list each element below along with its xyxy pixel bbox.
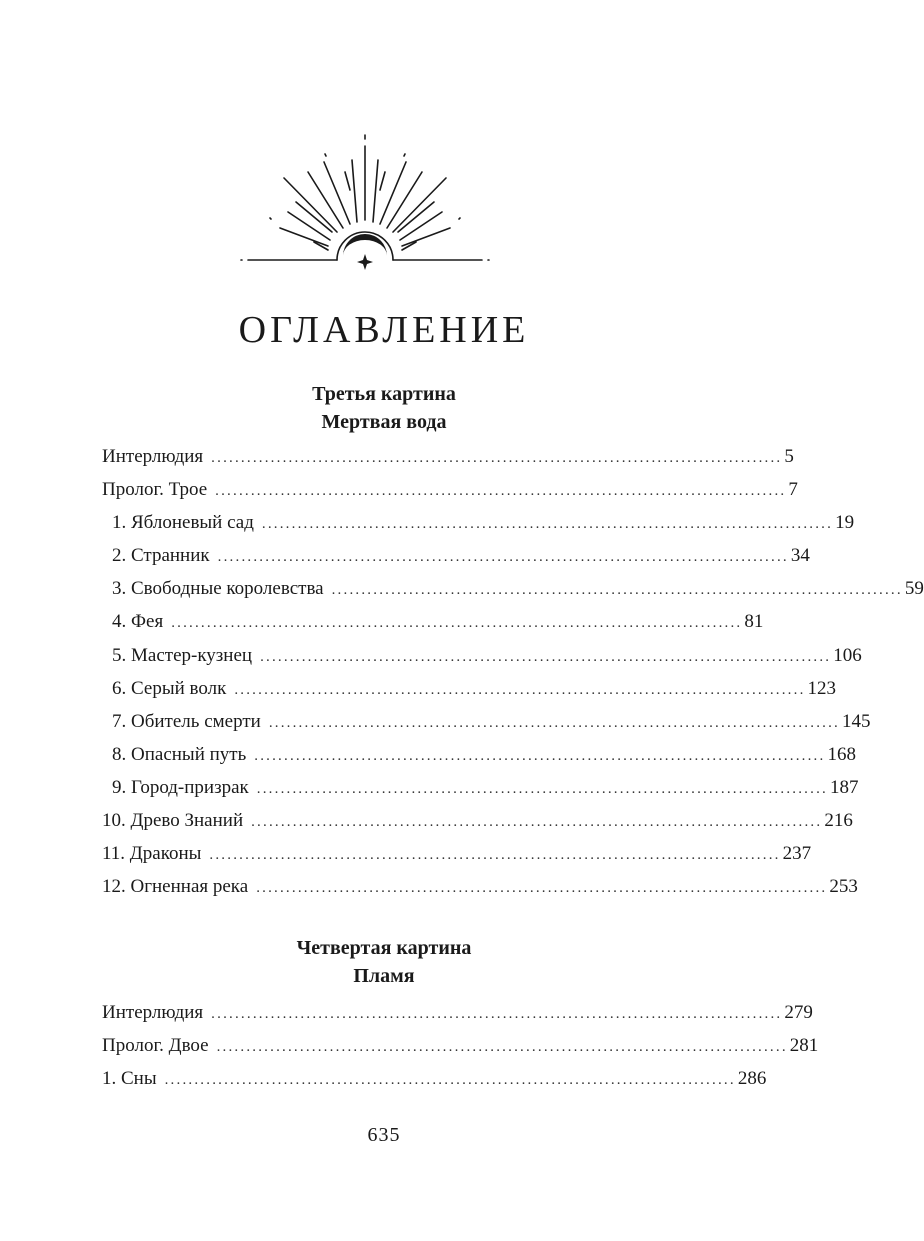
dot-leader: ................................................................................................: [254, 747, 826, 764]
entry-title: 12. Огненная река: [102, 876, 249, 898]
entry-page: 237: [782, 843, 812, 865]
page-number: 635: [367, 1124, 401, 1146]
entry-title: 5. Мастер-кузнец: [112, 644, 253, 666]
entry-page: 216: [824, 810, 853, 832]
entry-page: 168: [827, 743, 856, 765]
toc-entry[interactable]: [102, 743, 856, 777]
dot-leader: ................................................................................................: [215, 483, 787, 500]
entry-title: 10. Древо Знаний: [102, 810, 244, 832]
toc-list: [102, 446, 924, 909]
toc-entry[interactable]: [102, 776, 859, 810]
toc-entry[interactable]: [102, 545, 810, 578]
entry-page: 123: [807, 677, 837, 699]
entry-title: 3. Свободные королевства: [112, 578, 324, 600]
dot-leader: ................................................................................................: [217, 549, 789, 566]
dot-leader: ................................................................................................: [171, 615, 743, 632]
toc-entry[interactable]: [102, 611, 764, 644]
entry-page: 81: [744, 611, 764, 633]
toc-entry[interactable]: [102, 876, 858, 909]
toc-entry[interactable]: [102, 446, 794, 479]
toc-entry[interactable]: [102, 810, 853, 843]
toc-entry[interactable]: [102, 1002, 813, 1035]
entry-title: Интерлюдия: [102, 1002, 204, 1023]
part-title-line: Четвертая картина: [296, 937, 472, 959]
entry-title: 1. Сны: [102, 1068, 157, 1090]
entry-title: 9. Город-призрак: [112, 776, 249, 798]
part-subtitle-line: Мертвая вода: [321, 411, 447, 433]
entry-title: 8. Опасный путь: [112, 743, 247, 765]
entry-page: 286: [737, 1068, 767, 1090]
entry-title: Интерлюдия: [102, 446, 204, 467]
entry-title: 2. Странник: [112, 545, 210, 567]
part-title: [0, 934, 768, 990]
toc-entry[interactable]: [102, 677, 837, 711]
dot-leader: ................................................................................................: [261, 516, 834, 533]
toc-list: [102, 1002, 819, 1101]
dot-leader: ................................................................................................: [211, 1006, 783, 1022]
dot-leader: ................................................................................................: [260, 648, 832, 665]
entry-page: 5: [784, 446, 794, 467]
dot-leader: ................................................................................................: [211, 450, 783, 466]
entry-page: 106: [833, 644, 862, 666]
toc-entry[interactable]: [102, 479, 798, 512]
entry-title: Пролог. Трое: [102, 479, 208, 501]
dot-leader: ................................................................................................: [234, 681, 806, 698]
entry-page: 59: [904, 578, 924, 600]
dot-leader: ................................................................................................: [164, 1072, 736, 1089]
entry-page: 281: [789, 1035, 819, 1057]
toc-heading: ОГЛАВЛЕНИЕ: [238, 309, 530, 351]
entry-page: 7: [788, 479, 798, 501]
entry-page: 253: [829, 876, 858, 898]
entry-title: Пролог. Двое: [102, 1035, 209, 1057]
entry-page: 187: [829, 776, 859, 798]
entry-title: 11. Драконы: [102, 843, 202, 865]
entry-title: 6. Серый волк: [112, 677, 227, 699]
entry-title: 1. Яблоневый сад: [112, 512, 254, 534]
toc-entry[interactable]: [102, 843, 812, 876]
entry-title: 4. Фея: [112, 611, 164, 633]
entry-page: 19: [835, 512, 855, 534]
toc-entry[interactable]: [102, 644, 862, 678]
part-title: [0, 380, 768, 436]
toc-entry[interactable]: [102, 578, 924, 611]
dot-leader: ................................................................................................: [216, 1039, 788, 1056]
dot-leader: ................................................................................................: [256, 780, 828, 797]
dot-leader: ................................................................................................: [331, 582, 903, 599]
toc-entry[interactable]: [102, 710, 871, 744]
toc-entry[interactable]: [102, 1035, 819, 1068]
toc-entry[interactable]: [102, 512, 855, 545]
dot-leader: ................................................................................................: [268, 714, 841, 731]
entry-page: 279: [784, 1002, 813, 1023]
part-title-line: Третья картина: [312, 383, 456, 405]
entry-title: 7. Обитель смерти: [112, 710, 261, 732]
dot-leader: ................................................................................................: [251, 814, 823, 831]
dot-leader: ................................................................................................: [256, 880, 828, 897]
dot-leader: ................................................................................................: [209, 847, 781, 864]
entry-page: 145: [842, 710, 871, 732]
toc-entry[interactable]: [102, 1068, 767, 1101]
entry-page: 34: [790, 545, 810, 567]
part-subtitle-line: Пламя: [353, 965, 415, 987]
sunrise-moon-ornament-icon: [240, 132, 490, 272]
